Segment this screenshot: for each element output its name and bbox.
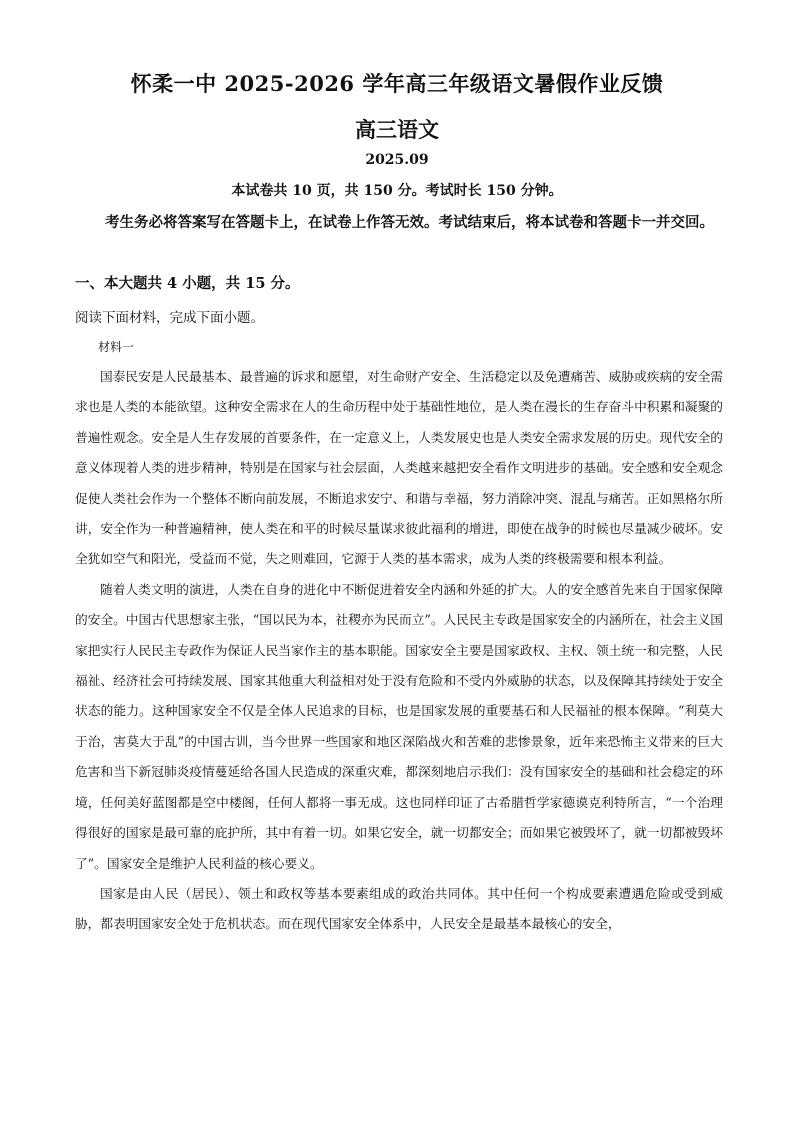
exam-date: 2025.09	[365, 152, 429, 168]
passage-paragraph: 国家是由人民（居民）、领土和政权等基本要素组成的政治共同体。其中任何一个构成要素遭遇危险或受到威胁，都表明国家安全处于危机状态。而在现代国家安全体系中，人民安全是最基本最核心的安全，	[75, 885, 723, 932]
page-subtitle: 高三语文	[355, 117, 439, 142]
exam-instructions: 考生务必将答案写在答题卡上，在试卷上作答无效。考试结束后，将本试卷和答题卡一并交回。	[105, 214, 714, 231]
reading-passage	[75, 362, 723, 940]
section-directions: 阅读下面材料，完成下面小题。	[75, 310, 264, 326]
page-title: 怀柔一中 2025-2026 学年高三年级语文暑假作业反馈	[130, 71, 664, 96]
exam-info: 本试卷共 10 页，共 150 分。考试时长 150 分钟。	[231, 183, 563, 199]
passage-paragraph: 随着人类文明的演进，人类在自身的进化中不断促进着安全内涵和外延的扩大。人的安全感首先来自于国家保障的安全。中国古代思想家主张，“国以民为本，社稷亦为民而立”。人民民主专政是国家安全的内涵所在，社会主义国家把实行人民民主专政作为保证人民当家作主的基本职能。国家安全主要是国家政权、主权、领土统一和完整，人民福祉、经济社会可持续发展、国家其他重大利益相对处于没有危险和不受内外威胁的状态，以及保障其持续处于安全状态的能力。这种国家安全不仅是全体人民追求的目标，也是国家发展的重要基石和人民福祉的根本保障。“利莫大于治，害莫大于乱”的中国古训，当今世界一些国家和地区深陷战火和苦难的悲惨景象，近年来恐怖主义带来的巨大危害和当下新冠肺炎疫情蔓延给各国人民造成的深重灾难，都深刻地启示我们：没有国家安全的基础和社会稳定的环境，任何美好蓝图都是空中楼阁，任何人都将一事无成。这也同样印证了古希腊哲学家德谟克利特所言，“一个治理得很好的国家是最可靠的庇护所，其中有着一切。如果它安全，就一切都安全；而如果它被毁坏了，就一切都被毁坏了”。国家安全是维护人民利益的核心要义。	[75, 581, 723, 871]
section-heading: 一、本大题共 4 小题，共 15 分。	[75, 275, 300, 292]
passage-paragraph: 国泰民安是人民最基本、最普遍的诉求和愿望，对生命财产安全、生活稳定以及免遭痛苦、威胁或疾病的安全需求也是人类的本能欲望。这种安全需求在人的生命历程中处于基础性地位，是人类在漫长的生存奋斗中积累和凝聚的普遍性观念。安全是人生存发展的首要条件，在一定意义上，人类发展史也是人类安全需求发展的历史。现代安全的意义体现着人类的进步精神，特别是在国家与社会层面，人类越来越把安全看作文明进步的基础。安全感和安全观念促使人类社会作为一个整体不断向前发展，不断追求安宁、和谐与幸福，努力消除冲突、混乱与痛苦。正如黑格尔所讲，安全作为一种普遍精神，使人类在和平的时候尽量谋求彼此福利的增进，即使在战争的时候也尽量减少破坏。安全犹如空气和阳光，受益而不觉，失之则难回，它源于人类的基本需求，成为人类的终极需要和根本利益。	[75, 369, 723, 567]
material-label: 材料一	[98, 340, 135, 354]
